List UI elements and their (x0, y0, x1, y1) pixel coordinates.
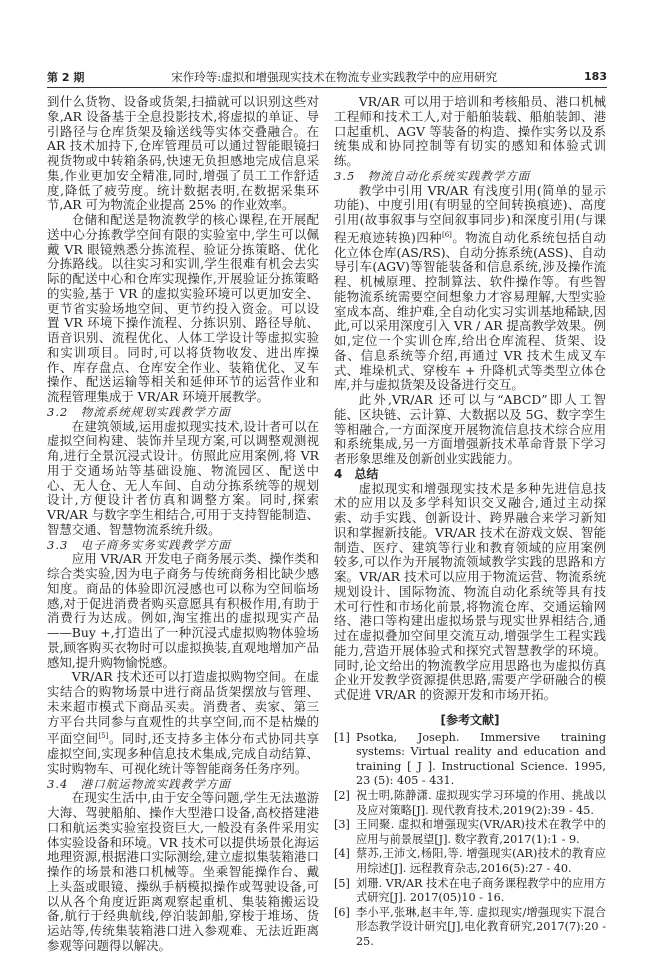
reference-number: [1] (334, 730, 350, 744)
reference-item (334, 877, 606, 906)
reference-text: 王同聚. 虚拟和增强现实(VR/AR)技术在教学中的应用与前景展望[J]. 数字教育,2017(1):1 - 9. (356, 818, 606, 846)
reference-text: 李小平,张琳,赵丰年,等. 虚拟现实/增强现实下混合形态教学设计研究[J],电化教育研究,2017(7):20 - 25. (356, 905, 606, 948)
reference-number: [5] (334, 876, 350, 890)
paragraph: 仓储和配送是物流教学的核心课程,在开展配送中心分拣教学空间有限的实验室中,学生可以佩戴 VR 眼镜熟悉分拣流程、验证分拣策略、优化分拣路线。以往实习和实训,学生很难有机会去实际的配送中心和仓库实现操作,开展验证分拣策略的实验,基于 VR 的虚拟实验环境可以更加安全、更节省实验场地空间、更节约投入资金。可以设置 VR 环境下操作流程、分拣识别、路径导航、语音识别、流程优化、人体工学设计等虚拟实验和实训项目。同时,可以将货物收发、进出库操作、库存盘点、仓库安全作业、装箱优化、叉车操作、配送运输等相关和延伸环节的运营作业和流程管理集成于 VR/AR 环境开展教学。 (47, 212, 319, 404)
page-number: 183 (584, 70, 607, 83)
reference-item (334, 906, 606, 950)
paragraph (334, 184, 606, 394)
reference-text: 刘珊. VR/AR 技术在电子商务课程教学中的应用方式研究[J]. 2017(05)10 - 16. (356, 876, 606, 905)
reference-item (334, 847, 606, 876)
reference-number: [2] (334, 789, 350, 802)
section-heading-3-4: 3.4 港口航运物流实践教学方面 (47, 776, 231, 791)
left-column (47, 95, 319, 954)
reference-number: [3] (334, 818, 350, 832)
citation: [6] (442, 230, 452, 239)
paragraph: VR/AR 可以用于培训和考核船员、港口机械工程师和技术工人,对于船舶装载、船舶装卸、港口起重机、AGV 等装备的构造、操作实务以及系统集成和协同控制等有切实的感知和体验式训练。 (334, 94, 606, 168)
reference-number: [4] (334, 847, 350, 861)
section-heading-3-5: 3.5 物流自动化系统实践教学方面 (334, 168, 531, 183)
citation: [5] (98, 732, 109, 741)
text: 。物流自动化系统包括自动化立体仓库(AS/RS)、自动分拣系统(ASS)、自动导引车(AGV)等智能装备和信息系统,涉及操作流程、机械原理、控制算法、软件操作等。有些智能物流系统需要空间想象力才容易理解,大型实验室成本高、维护难,全自动化实习实训基地稀缺,因此,可以采用深度引入 VR / AR 提高教学效果。例如,定位一个实训仓库,给出仓库流程、货架、设备、信息系统等介绍,再通过 VR 技术生成叉车式、堆垛机式、穿梭车 + 升降机式等类型立体仓库,并与虚拟货架及设备进行交互。 (334, 229, 606, 393)
paragraph: 此外,VR/AR 还可以与“ABCD”即人工智能、区块链、云计算、大数据以及 5G、数字孪生等相融合,一方面深度开展物流信息技术综合应用和系统集成,另一方面增强新技术革命背景下学习者形象思维及创新创业实践能力。 (334, 392, 606, 467)
paragraph: 应用 VR/AR 开发电子商务展示类、操作类和综合类实验,因为电子商务与传统商务相比缺少感知度。商品的体验即沉浸感也可以称为空间临场感,对于促进消费者购买意愿具有积极作用,有助于消费行为达成。例如,淘宝推出的虚拟现实产品——Buy +,打造出了一种沉浸式虚拟购物体验场景,顾客购买衣物时可以虚拟换装,直观地增加产品感知,提升购物愉悦感。 (47, 551, 319, 670)
reference-list (334, 731, 606, 950)
reference-text: 蔡苏,王沛文,杨阳,等. 增强现实(AR)技术的教育应用综述[J]. 远程教育杂志,2016(5):27 - 40. (356, 847, 606, 875)
paragraph: 在现实生活中,由于安全等问题,学生无法遨游大海、驾驶船舶、操作大型港口设备,高校搭建港口和航运类实验室投资巨大,一般没有条件采用实体实验设备和环境。VR 技术可以提供场景化海运地理资源,根据港口实际测绘,建立虚拟集装箱港口操作的场景和港口机械等。坐乘智能操作台、戴上头盔或眼镜、操纵手柄模拟操作或驾驶设备,可以从各个角度近距离观察起重机、集装箱搬运设备,航行于经典航线,停泊装卸船,穿梭于堆场、货运站等,传统集装箱港口进入参观难、无法近距离参观等问题得以解决。 (47, 790, 319, 953)
section-heading-3-2: 3.2 物流系统规划实践教学方面 (47, 404, 231, 419)
running-title: 宋作玲等:虚拟和增强现实技术在物流专业实践教学中的应用研究 (171, 69, 498, 84)
paragraph (47, 670, 319, 776)
issue-number: 第 2 期 (47, 70, 85, 84)
section-heading-4: 4 总结 (334, 466, 379, 481)
reference-number: [6] (334, 905, 350, 919)
reference-text: 祝士明,陈静潇. 虚拟现实学习环境的作用、挑战以及应对策略[J]. 现代教育技术,2019(2):39 - 45. (356, 789, 606, 817)
paragraph: 在建筑领域,运用虚拟现实技术,设计者可以在虚拟空间构建、装饰并呈现方案,可以调整观测视角,进行全景沉浸式设计。仿照此应用案例,将 VR 用于交通场站等基础设施、物流园区、配送中心、无人仓、无人车间、自动分拣系统等的规划设计,方便设计者仿真和调整方案。同时,探索 VR/AR 与数字孪生相结合,可用于支持智能制造、智慧交通、智慧物流系统升级。 (47, 418, 319, 537)
reference-text: Psotka, Joseph. Immersive training systems: Virtual reality and education and training [ J ]. Instructional Science. 1995, 23 (5): 405 - 431. (356, 730, 606, 788)
right-column (334, 95, 606, 950)
running-header (47, 66, 607, 88)
paragraph: 虚拟现实和增强现实技术是多种先进信息技术的应用以及多学科知识交叉融合,通过主动探索、动手实践、创新设计、跨界融合来学习新知识和掌握新技能。VR/AR 技术在游戏文娱、智能制造、医疗、建筑等行业和教育领域的应用案例较多,可以作为开展物流领域教学实践的思路和方案。VR/AR 技术可以应用于物流运营、物流系统规划设计、国际物流、物流自动化系统等具有技术可行性和市场化前景,将物流仓库、交通运输网络、港口等构建出虚拟场景与现实世界相结合,通过在虚拟叠加空间里交流互动,增强学生工程实践能力,营造开展体验式和探究式智慧教学的环境。同时,论文给出的物流教学应用思路也为虚拟仿真企业开发教学资源提供思路,需要产学研融合的模式促进 VR/AR 的资源开发和市场开拓。 (334, 480, 606, 703)
text: 教学中引用 VR/AR 有浅度引用(简单的显示功能)、中度引用(有明显的空间转换痕迹)、高度引用(故事叙事与空间叙事同步)和深度引用(与课程无痕迹转换)四种 (334, 182, 606, 245)
reference-item (334, 731, 606, 789)
reference-item (334, 818, 606, 847)
text: VR/AR 技术还可以打造虚拟购物空间。在虚实结合的购物场景中进行商品货架摆放与管理、未来超市模式下商品买卖。消费者、卖家、第三方平台共同参与直观性的共享空间,而不是枯燥的平面空间 (47, 669, 319, 747)
reference-item (334, 789, 606, 818)
references-heading: [参考文献] (440, 712, 500, 727)
section-heading-3-3: 3.3 电子商务实务实践教学方面 (47, 537, 231, 552)
paragraph: 到什么货物、设备或货架,扫描就可以识别这些对象,AR 设备基于全息投影技术,将虚拟的单证、导引路径与仓库货架及输送线等实体交叠融合。在 AR 技术加持下,仓库管理员可以通过智能眼镜扫视货物或中转箱条码,快速无负担感地完成信息采集,作业更加安全精准,同时,增强了员工工作舒适度,降低了疲劳度。统计数据表明,在数据采集环节,AR 可为物流企业提高 25% 的作业效率。 (47, 94, 319, 213)
text: 。同时,还支持多主体分布式协同共享虚拟空间,实现多种信息技术集成,完成自动结算、实时购物车、可视化统计等智能商务任务序列。 (47, 731, 319, 776)
